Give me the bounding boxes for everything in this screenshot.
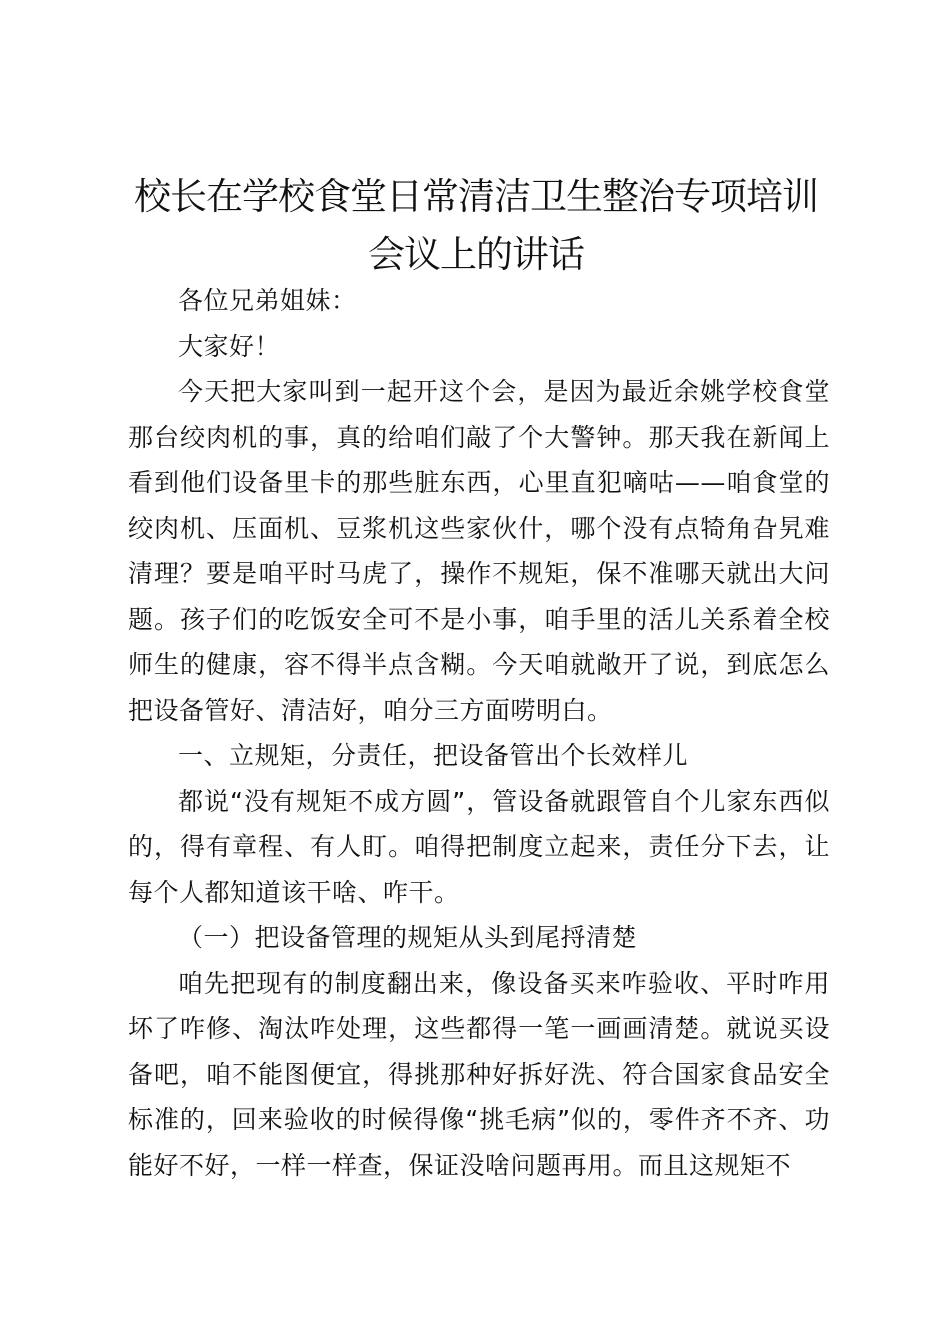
greeting: 大家好！ xyxy=(178,331,281,361)
paragraph-intro: 今天把大家叫到一起开这个会，是因为最近余姚学校食堂那台绞肉机的事，真的给咱们敲了个大警钟。那天我在新闻上看到他们设备里卡的那些脏东西，心里直犯嘀咕——咱食堂的绞肉机、压面机、豆浆机这些家伙什，哪个没有点犄角旮旯难清理？要是咱平时马虎了，操作不规矩，保不准哪天就出大问题。孩子们的吃饭安全可不是小事，咱手里的活儿关系着全校师生的健康，容不得半点含糊。今天咱就敞开了说，到底怎么把设备管好、清洁好，咱分三方面唠明白。 xyxy=(128,377,830,725)
document-title: 校长在学校食堂日常清洁卫生整治专项培训会议上的讲话 xyxy=(134,175,818,276)
section-heading-1: 一、立规矩，分责任，把设备管出个长效样儿 xyxy=(178,741,689,770)
paragraph-subsection-1: 咱先把现有的制度翻出来，像设备买来咋验收、平时咋用坏了咋修、淘汰咋处理，这些都得一笔一画画清楚。就说买设备吧，咱不能图便宜，得挑那种好拆好洗、符合国家食品安全标准的，回来验收的时候得像“挑毛病”似的，零件齐不齐、功能好不好，一样一样查，保证没啥问题再用。而且这规矩不 xyxy=(128,968,830,1180)
salutation: 各位兄弟姐妹： xyxy=(178,286,357,315)
paragraph-section-1: 都说“没有规矩不成方圆”，管设备就跟管自个儿家东西似的，得有章程、有人盯。咱得把制度立起来，责任分下去，让每个人都知道该干啥、咋干。 xyxy=(128,786,830,907)
document-body xyxy=(128,278,830,1188)
subsection-heading-1: （一）把设备管理的规矩从头到尾捋清楚 xyxy=(178,923,638,952)
